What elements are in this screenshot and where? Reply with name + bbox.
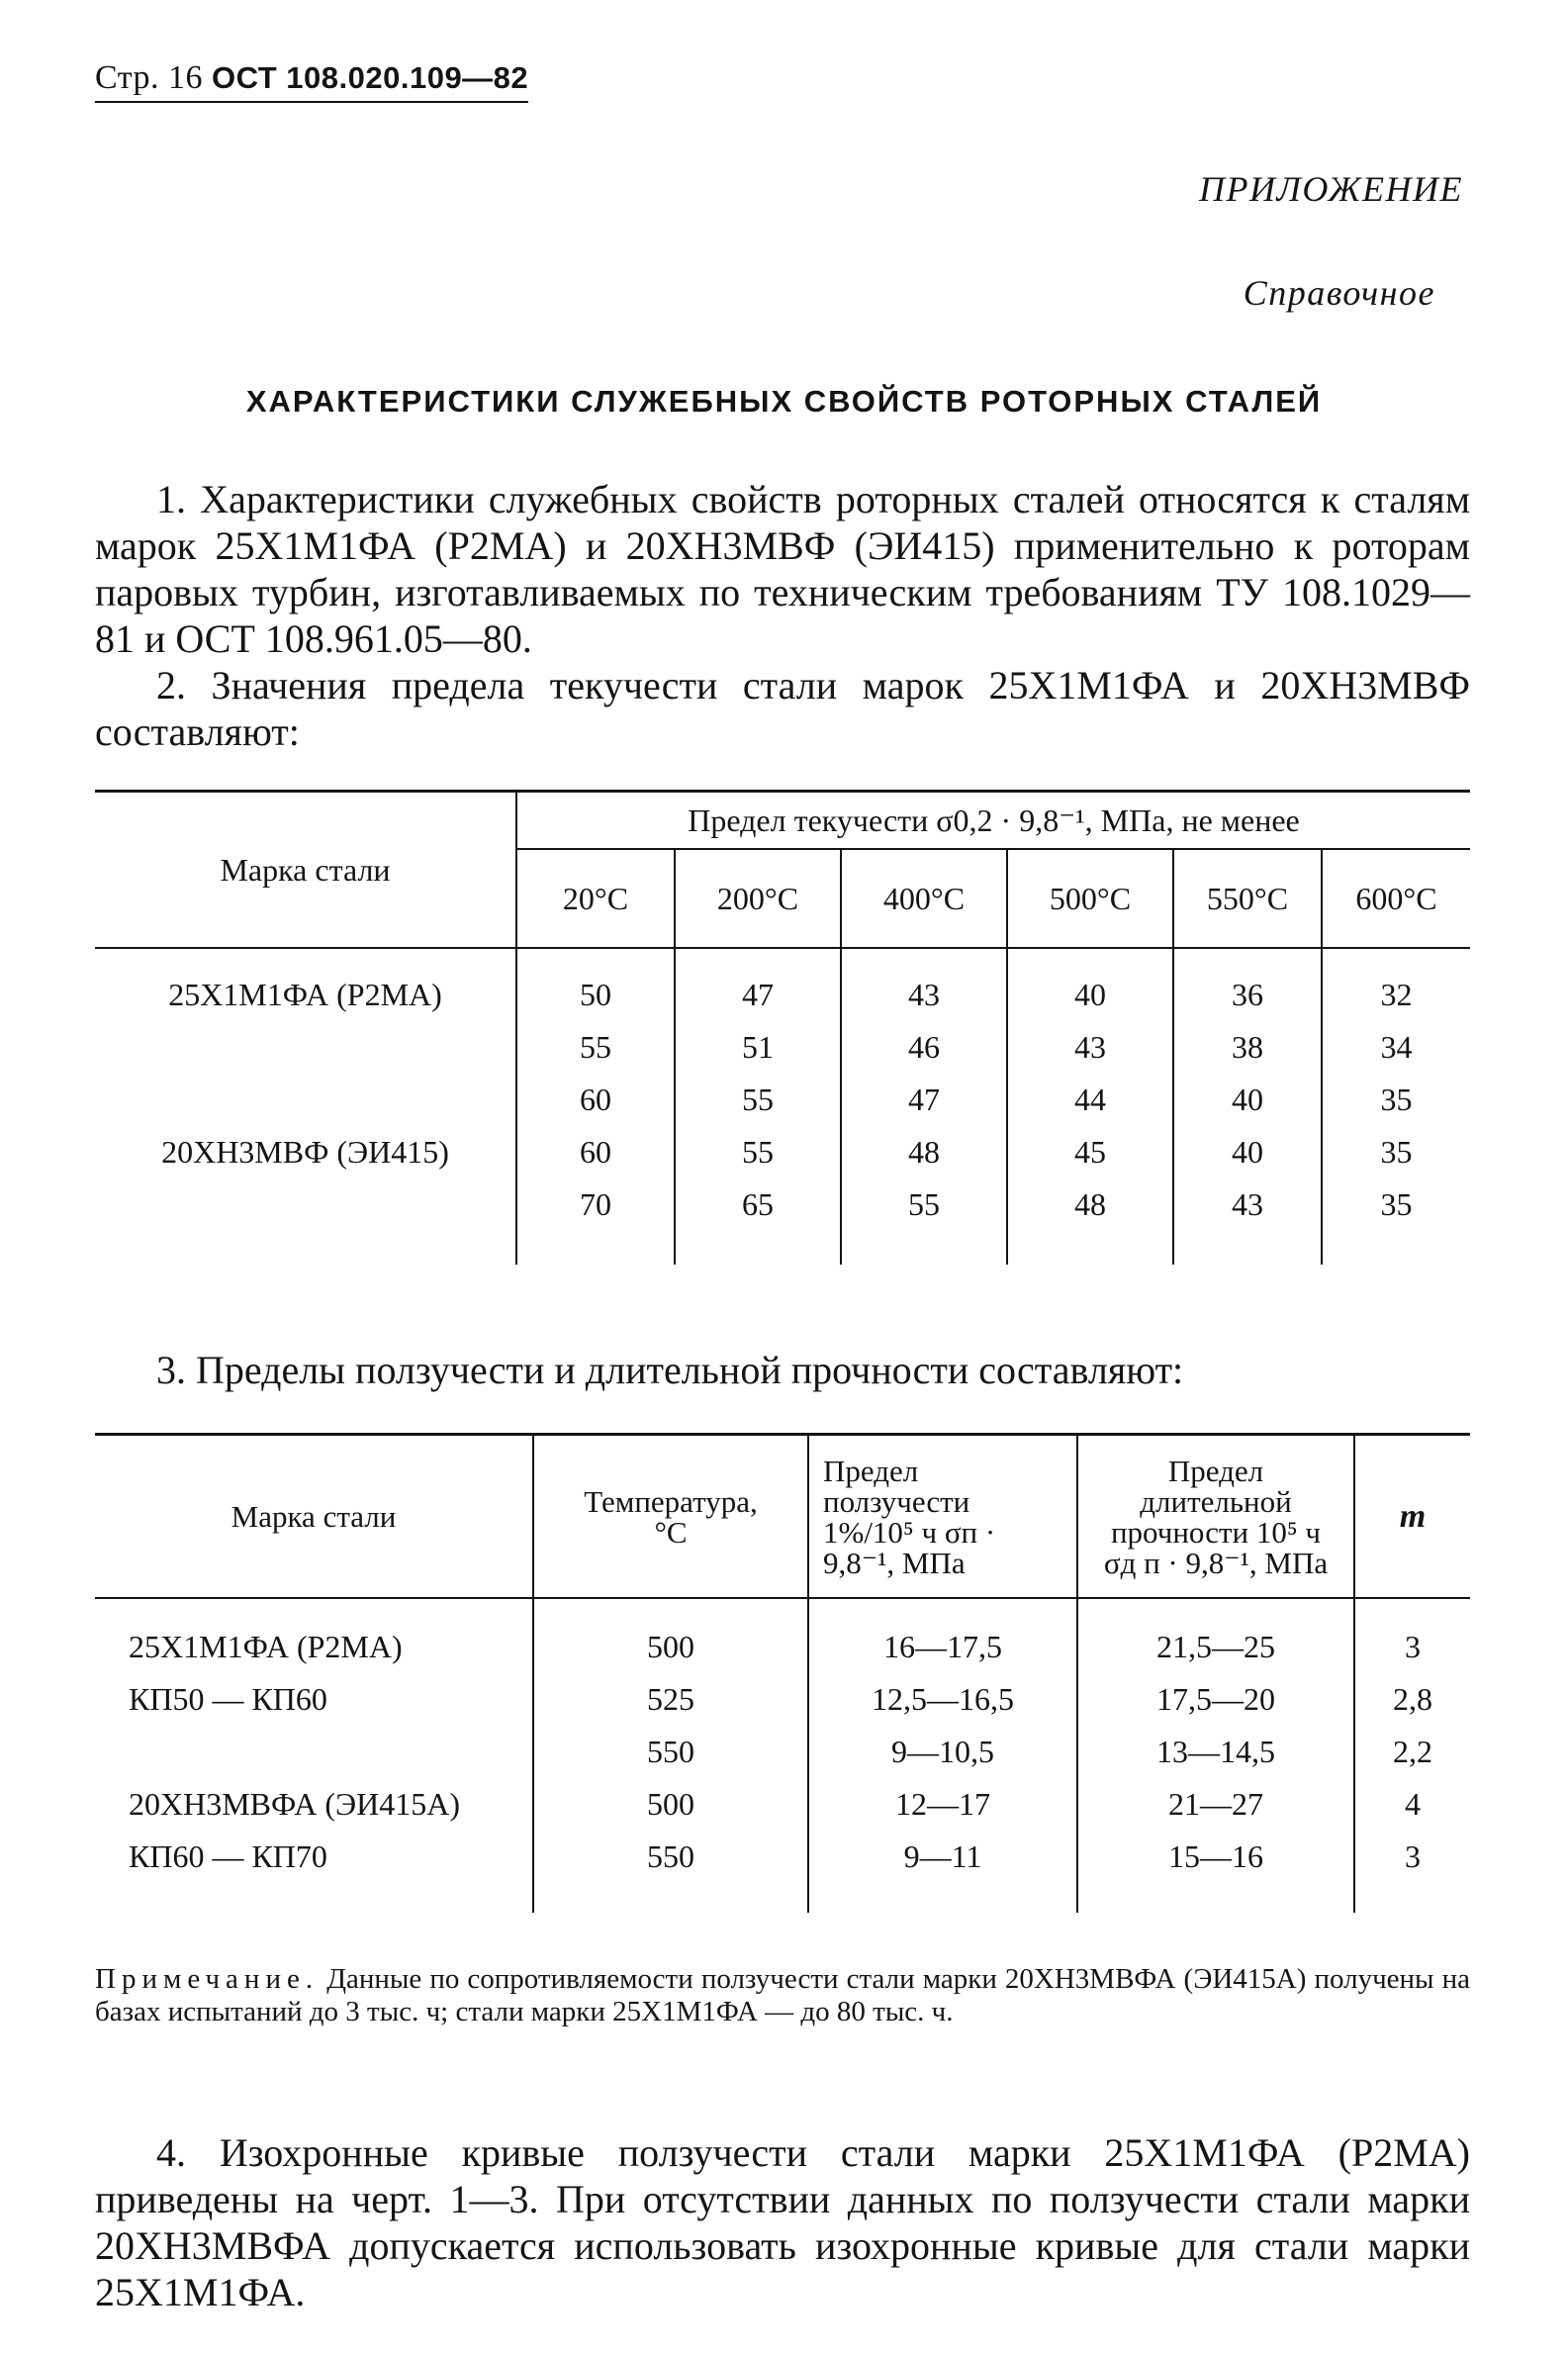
- page-number: Стр. 16: [95, 59, 204, 96]
- cell-value: 40: [1173, 1126, 1322, 1178]
- cell-value: 38: [1173, 1021, 1322, 1074]
- cell-long-strength: 17,5—20: [1077, 1673, 1354, 1726]
- cell-value: 40: [1007, 948, 1173, 1021]
- cell-creep-limit: 12—17: [808, 1778, 1077, 1831]
- cell-creep-limit: 9—11: [808, 1831, 1077, 1913]
- column-header-creep-limit: Предел ползучести 1%/10⁵ ч σп · 9,8⁻¹, МПа: [808, 1435, 1077, 1599]
- cell-m: 4: [1354, 1778, 1470, 1831]
- cell-value: 43: [841, 948, 1007, 1021]
- reference-label: Справочное: [1243, 273, 1435, 313]
- table-row: [95, 1673, 1470, 1726]
- cell-temperature: 550: [533, 1831, 808, 1913]
- cell-value: 50: [516, 948, 675, 1021]
- cell-brand: [95, 1726, 533, 1778]
- cell-value: 36: [1173, 948, 1322, 1021]
- cell-value: 65: [675, 1178, 841, 1265]
- standard-number: ОСТ 108.020.109—82: [212, 60, 529, 95]
- column-header-brand: Марка стали: [95, 1435, 533, 1599]
- cell-creep-limit: 9—10,5: [808, 1726, 1077, 1778]
- cell-brand: 20ХН3МВФ (ЭИ415): [161, 1134, 449, 1170]
- paragraph-2: 2. Значения предела текучести стали марок 25Х1М1ФА и 20ХН3МВФ составляют:: [95, 663, 1470, 754]
- cell-value: 35: [1322, 1074, 1470, 1126]
- cell-value: 60: [516, 1074, 675, 1126]
- cell-long-strength: 15—16: [1077, 1831, 1354, 1913]
- cell-value: 55: [516, 1021, 675, 1074]
- cell-value: 55: [841, 1178, 1007, 1265]
- appendix-label: ПРИЛОЖЕНИЕ: [1199, 169, 1463, 209]
- cell-value: 60: [516, 1126, 675, 1178]
- cell-value: 32: [1322, 948, 1470, 1021]
- cell-value: 43: [1173, 1178, 1322, 1265]
- cell-brand: 20ХН3МВФА (ЭИ415А): [129, 1786, 461, 1822]
- cell-long-strength: 21—27: [1077, 1778, 1354, 1831]
- cell-creep-limit: 12,5—16,5: [808, 1673, 1077, 1726]
- table-row: [95, 1726, 1470, 1778]
- column-header-temp: 400°C: [841, 849, 1007, 948]
- cell-value: 48: [1007, 1178, 1173, 1265]
- column-header-temp: 20°C: [516, 849, 675, 948]
- note-text: Данные по сопротивляемости ползучести стали марки 20ХН3МВФА (ЭИ415А) получены на базах испытаний до 3 тыс. ч; стали марки 25Х1М1ФА — до 80 тыс. ч.: [95, 1963, 1471, 2027]
- cell-value: 46: [841, 1021, 1007, 1074]
- table-row: [95, 1074, 1470, 1126]
- cell-value: 47: [675, 948, 841, 1021]
- cell-value: 44: [1007, 1074, 1173, 1126]
- paragraph-3: 3. Пределы ползучести и длительной прочности составляют:: [156, 1348, 1184, 1392]
- cell-temperature: 525: [533, 1673, 808, 1726]
- cell-value: 70: [516, 1178, 675, 1265]
- cell-brand: КП50 — КП60: [129, 1681, 327, 1717]
- cell-temperature: 500: [533, 1598, 808, 1673]
- cell-m: 3: [1354, 1598, 1470, 1673]
- note-label: Примечание.: [95, 1963, 320, 1995]
- cell-long-strength: 21,5—25: [1077, 1598, 1354, 1673]
- column-header-m: m: [1354, 1435, 1470, 1599]
- table-row: [95, 1598, 1470, 1673]
- cell-m: 2,8: [1354, 1673, 1470, 1726]
- column-header-temperature: Температура, °C: [533, 1435, 808, 1599]
- table-row: [95, 948, 1470, 1021]
- cell-temperature: 500: [533, 1778, 808, 1831]
- cell-value: 51: [675, 1021, 841, 1074]
- cell-brand: 25Х1М1ФА (Р2МА): [129, 1629, 403, 1664]
- cell-value: 43: [1007, 1021, 1173, 1074]
- table-row: [95, 1021, 1470, 1074]
- cell-value: 47: [841, 1074, 1007, 1126]
- table-row: [95, 1126, 1470, 1178]
- page-title: ХАРАКТЕРИСТИКИ СЛУЖЕБНЫХ СВОЙСТВ РОТОРНЫХ СТАЛЕЙ: [245, 384, 1323, 419]
- column-header-brand: Марка стали: [95, 792, 516, 949]
- cell-value: 35: [1322, 1126, 1470, 1178]
- yield-strength-table: [95, 790, 1470, 1265]
- cell-value: 35: [1322, 1178, 1470, 1265]
- cell-value: 55: [675, 1074, 841, 1126]
- cell-value: 40: [1173, 1074, 1322, 1126]
- cell-brand: [95, 1074, 516, 1126]
- cell-value: 55: [675, 1126, 841, 1178]
- table-row: [95, 1831, 1470, 1913]
- cell-temperature: 550: [533, 1726, 808, 1778]
- creep-strength-table: [95, 1433, 1470, 1913]
- column-header-temp: 550°C: [1173, 849, 1322, 948]
- paragraph-1: 1. Характеристики служебных свойств роторных сталей относятся к сталям марок 25Х1М1ФА (Р2МА) и 20ХН3МВФ (ЭИ415) применительно к роторам паровых турбин, изготавливаемых по техническим требованиям ТУ 108.1029—81 и ОСТ 108.961.05—80.: [95, 477, 1470, 661]
- table-row: [95, 1778, 1470, 1831]
- column-header-long-strength: Предел длительной прочности 10⁵ ч σд п · 9,8⁻¹, МПа: [1077, 1435, 1354, 1599]
- cell-brand: КП60 — КП70: [129, 1838, 327, 1874]
- cell-m: 3: [1354, 1831, 1470, 1913]
- cell-m: 2,2: [1354, 1726, 1470, 1778]
- column-header-temp: 500°C: [1007, 849, 1173, 948]
- paragraph-4: 4. Изохронные кривые ползучести стали марки 25Х1М1ФА (Р2МА) приведены на черт. 1—3. При отсутствии данных по ползучести стали марки 20ХН3МВФА допускается использовать изохронные кривые для стали марки 25Х1М1ФА.: [95, 2130, 1470, 2314]
- column-group-header-yield: Предел текучести σ0,2 · 9,8⁻¹, МПа, не менее: [516, 792, 1470, 850]
- cell-value: 48: [841, 1126, 1007, 1178]
- cell-brand: [95, 1178, 516, 1265]
- page-header: [95, 59, 528, 103]
- cell-creep-limit: 16—17,5: [808, 1598, 1077, 1673]
- cell-value: 45: [1007, 1126, 1173, 1178]
- table-row: [95, 1178, 1470, 1265]
- column-header-temp: 600°C: [1322, 849, 1470, 948]
- column-header-temp: 200°C: [675, 849, 841, 948]
- cell-value: 34: [1322, 1021, 1470, 1074]
- cell-brand: 25Х1М1ФА (Р2МА): [168, 977, 442, 1012]
- cell-long-strength: 13—14,5: [1077, 1726, 1354, 1778]
- cell-brand: [95, 1021, 516, 1074]
- table-note: [95, 1963, 1470, 2028]
